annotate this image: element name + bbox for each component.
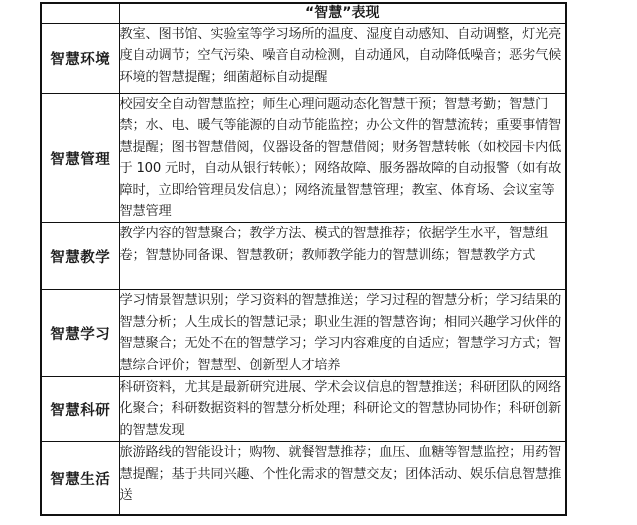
row-description: 校园安全自动智慧监控；师生心理问题动态化智慧干预；智慧考勤；智慧门禁；水、电、暖气等能源的自动节能监控；办公文件的智慧流转；重要事情智慧提醒；图书智慧借阅，仪器设备的智慧借阅；财务智慧转帐（如校园卡内低于 100 元时，自动从银行转帐）；网络故障、服务器故障的自动报警（如有故障时，立即给管理员发信息）；网络流量智慧管理；教室、体育场、会议室等智慧管理 [119, 94, 566, 223]
row-description: 科研资料，尤其是最新研究进展、学术会议信息的智慧推送；科研团队的网络化聚合；科研数据资料的智慧分析处理；科研论文的智慧协同协作；科研创新的智慧发现 [119, 377, 566, 442]
table-row [41, 94, 566, 223]
row-category: 智慧学习 [41, 290, 119, 377]
header-title: “智慧”表现 [119, 3, 566, 24]
table-header-row [41, 3, 566, 24]
table-row [41, 223, 566, 290]
wisdom-performance-table [40, 2, 567, 516]
table-row [41, 24, 566, 94]
row-category: 智慧教学 [41, 223, 119, 290]
row-category: 智慧环境 [41, 24, 119, 94]
header-corner-cell [41, 3, 119, 24]
table-row [41, 290, 566, 377]
table-row [41, 377, 566, 442]
row-description: 旅游路线的智能设计；购物、就餐智慧推荐；血压、血糖等智慧监控；用药智慧提醒；基于共同兴趣、个性化需求的智慧交友；团体活动、娱乐信息智慧推送 [119, 442, 566, 516]
row-category: 智慧生活 [41, 442, 119, 516]
table-row [41, 442, 566, 516]
row-category: 智慧科研 [41, 377, 119, 442]
row-description: 学习情景智慧识别；学习资料的智慧推送；学习过程的智慧分析；学习结果的智慧分析；人生成长的智慧记录；职业生涯的智慧咨询；相同兴趣学习伙伴的智慧聚合；无处不在的智慧学习；学习内容难度的自适应；智慧学习方式；智慧综合评价；智慧型、创新型人才培养 [119, 290, 566, 377]
row-description: 教室、图书馆、实验室等学习场所的温度、湿度自动感知、自动调整，灯光亮度自动调节；空气污染、噪音自动检测，自动通风，自动降低噪音；恶劣气候环境的智慧提醒；细菌超标自动提醒 [119, 24, 566, 94]
row-category: 智慧管理 [41, 94, 119, 223]
row-description: 教学内容的智慧聚合；教学方法、模式的智慧推荐；依据学生水平，智慧组卷；智慧协同备课、智慧教研；教师教学能力的智慧训练；智慧教学方式 [119, 223, 566, 290]
